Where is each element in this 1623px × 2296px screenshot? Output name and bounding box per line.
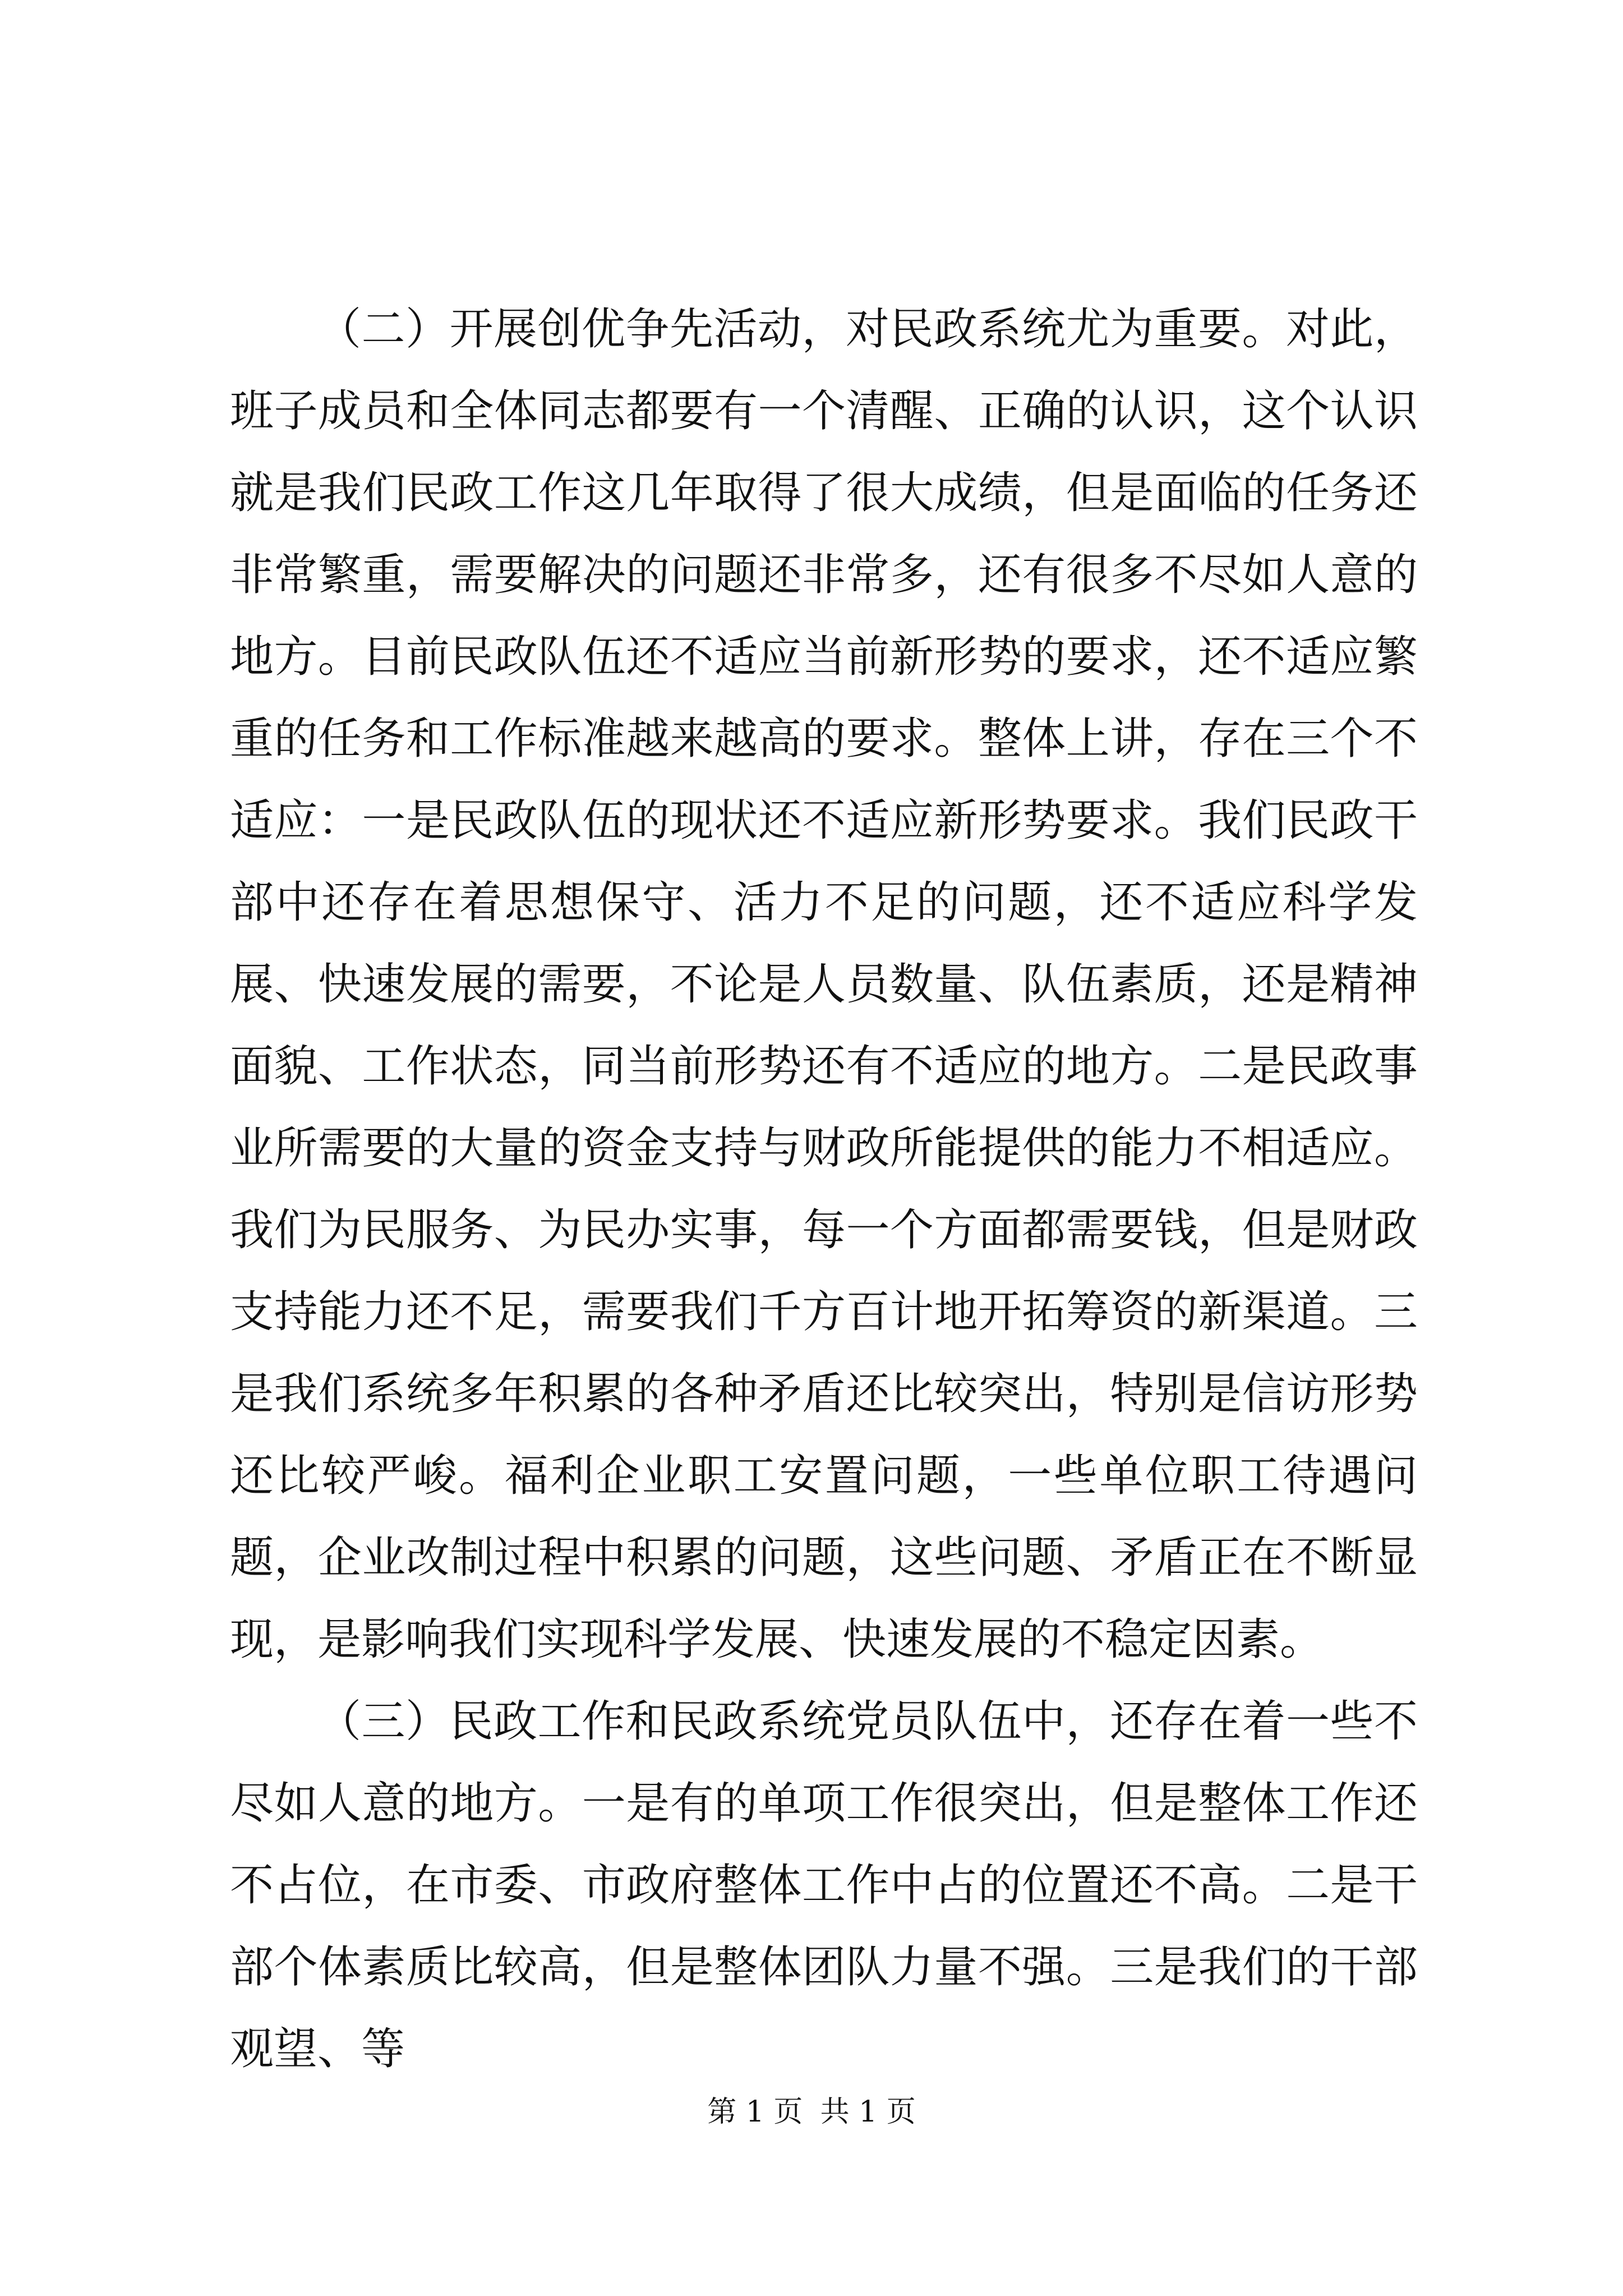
document-body	[230, 288, 1418, 2090]
paragraph-3: （三）民政工作和民政系统党员队伍中，还存在着一些不尽如人意的地方。一是有的单项工作很突出，但是整体工作还不占位，在市委、市政府整体工作中占的位置还不高。二是干部个体素质比较高，但是整体团队力量不强。三是我们的干部观望、等	[230, 1696, 1418, 2074]
page-number-total: 共 1 页	[820, 2095, 916, 2129]
page-number-current: 第 1 页	[707, 2095, 803, 2129]
paragraph-2: （二）开展创优争先活动，对民政系统尤为重要。对此，班子成员和全体同志都要有一个清醒、正确的认识，这个认识就是我们民政工作这几年取得了很大成绩，但是面临的任务还非常繁重，需要解决的问题还非常多，还有很多不尽如人意的地方。目前民政队伍还不适应当前新形势的要求，还不适应繁重的任务和工作标准越来越高的要求。整体上讲，存在三个不适应：一是民政队伍的现状还不适应新形势要求。我们民政干部中还存在着思想保守、活力不足的问题，还不适应科学发展、快速发展的需要，不论是人员数量、队伍素质，还是精神面貌、工作状态，同当前形势还有不适应的地方。二是民政事业所需要的大量的资金支持与财政所能提供的能力不相适应。我们为民服务、为民办实事，每一个方面都需要钱，但是财政支持能力还不足，需要我们千方百计地开拓筹资的新渠道。三是我们系统多年积累的各种矛盾还比较突出，特别是信访形势还比较严峻。福利企业职工安置问题，一些单位职工待遇问题，企业改制过程中积累的问题，这些问题、矛盾正在不断显现，是影响我们实现科学发展、快速发展的不稳定因素。	[230, 304, 1418, 1665]
page-footer	[0, 2092, 1623, 2132]
